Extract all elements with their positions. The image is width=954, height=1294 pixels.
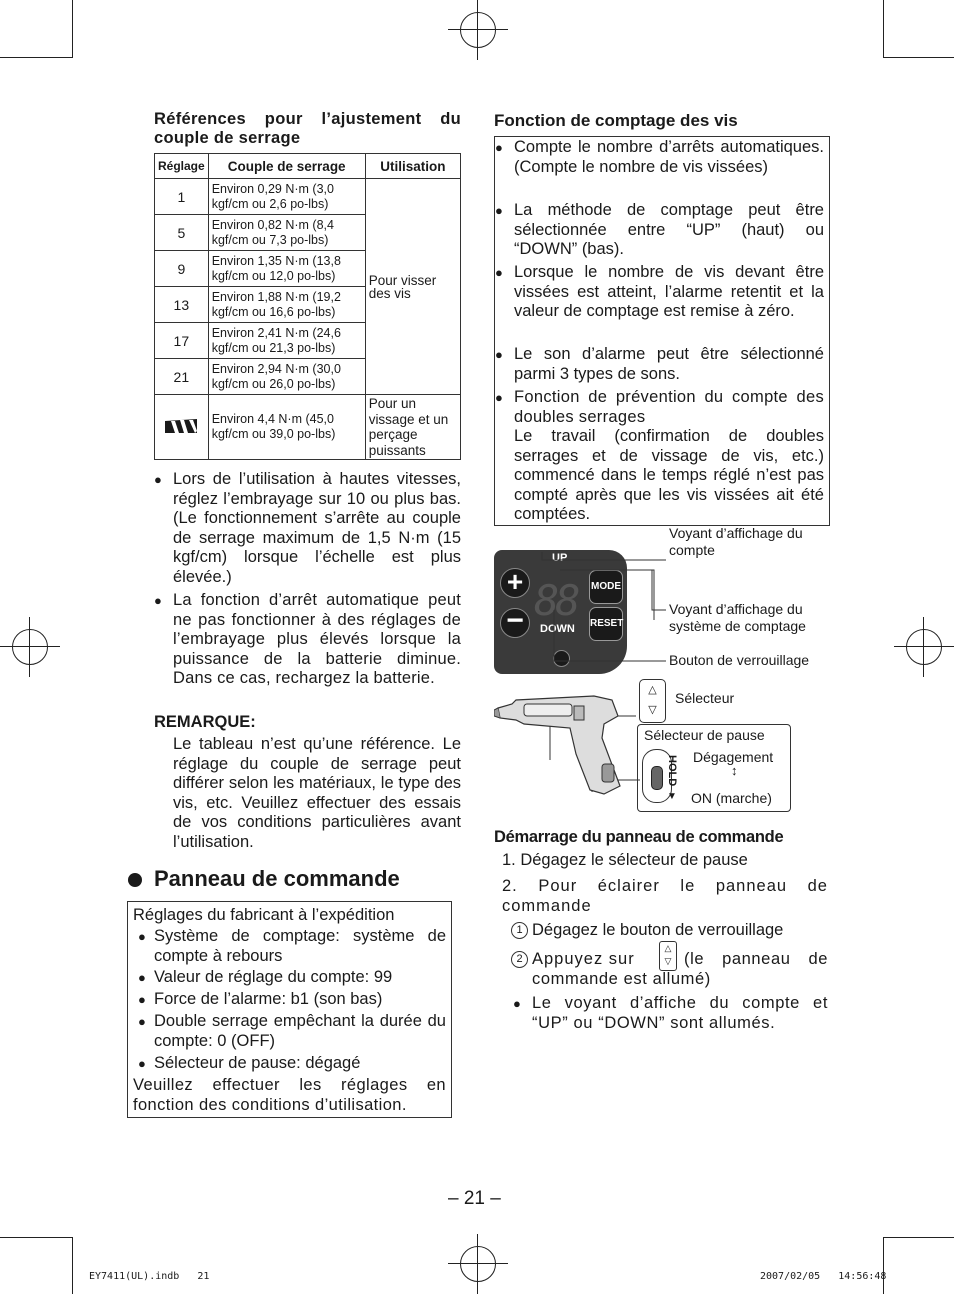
screwdriver-illustration <box>494 690 634 795</box>
label-system: Voyant d’affichage du système de comptage <box>669 601 806 634</box>
remark-text: Le tableau n’est qu’une référence. Le réglage du couple de serrage peut différer selon les matériaux, le type des vis, etc. Veuillez effectuer des essais de vos conditions particulières avant l’utilisation. <box>173 735 461 851</box>
table-header: Utilisation <box>365 154 460 179</box>
table-row: Environ 4,4 N·m (45,0 kgf/cm ou 39,0 po-lbs) Pour un vissage et un perçage puissants <box>155 395 461 460</box>
start-title: Démarrage du panneau de commande <box>494 828 784 846</box>
footer-date: 2007/02/05 14:56:48 <box>760 1271 887 1282</box>
label-pause: Sélecteur de pause <box>644 727 765 743</box>
panel-bullet-icon <box>128 873 142 887</box>
circled-2-icon: 2 <box>511 951 528 968</box>
list-item: ● Le son d’alarme peut être sélectionné parmi 3 types de sons. <box>495 345 824 383</box>
sub-bullet: ● Le voyant d’affiche du compte et “UP” ou “DOWN” sont allumés. <box>513 994 828 1032</box>
label-lock: Bouton de verrouillage <box>669 652 810 668</box>
hold-arrow-icon: ▼ <box>667 791 677 802</box>
selector-down-icon: ▽ <box>648 704 657 716</box>
panel-title: Panneau de commande <box>154 866 400 891</box>
list-item: ● Système de comptage: système de compte à rebours <box>138 927 446 965</box>
table-row: 5 Environ 0,82 N·m (8,4 kgf/cm ou 7,3 po-lbs) <box>155 215 461 251</box>
ref-title: Références pour l’ajustement du couple de serrage <box>154 110 461 147</box>
page-number: – 21 – <box>448 1188 501 1209</box>
table-row: 21 Environ 2,94 N·m (30,0 kgf/cm ou 26,0 po-lbs) <box>155 359 461 395</box>
list-item: ● Fonction de prévention du compte des doubles serrages <box>495 388 824 426</box>
list-item: ● Compte le nombre d’arrêts automatiques. (Compte le nombre de vis vissées) <box>495 138 824 176</box>
circled-1-icon: 1 <box>511 922 528 939</box>
table-header: Couple de serrage <box>208 154 365 179</box>
minus-button[interactable]: − <box>500 608 530 638</box>
factory-title: Réglages du fabricant à l’expédition <box>133 906 395 924</box>
table-row: 1 Environ 0,29 N·m (3,0 kgf/cm ou 2,6 po-lbs) Pour visser des vis <box>155 179 461 215</box>
table-row: 13 Environ 1,88 N·m (19,2 kgf/cm ou 16,6 po-lbs) <box>155 287 461 323</box>
double-arrow-icon: ↕ <box>731 763 738 778</box>
hold-label: HOLD <box>666 755 678 787</box>
list-item: ● Valeur de réglage du compte: 99 <box>138 968 393 986</box>
drill-mode-icon <box>163 417 199 435</box>
sub-step-2b: (le panneau de commande est allumé) <box>532 950 828 988</box>
factory-footer: Veuillez effectuer les réglages en fonction des conditions d’utilisation. <box>133 1076 446 1114</box>
list-item: ● Double serrage empêchant la durée du compte: 0 (OFF) <box>138 1012 446 1050</box>
list-item: ● Sélecteur de pause: dégagé <box>138 1054 361 1072</box>
reset-button[interactable]: RESET <box>589 607 623 641</box>
step-2: 2. Pour éclairer le panneau de commande <box>502 877 828 915</box>
torque-table <box>154 153 461 460</box>
selector-up-icon: △ <box>648 684 657 696</box>
selector-icon: △ ▽ <box>659 941 677 971</box>
label-selector: Sélecteur <box>675 690 735 706</box>
count-extra: Le travail (confirmation de doubles serrages et de vissage de vis, etc.) commencé dans le temps réglé n’est pas compté après que les vis vissées ait été comptées. <box>514 427 824 523</box>
usage-screw: Pour visser des vis <box>365 179 460 395</box>
plus-button[interactable]: + <box>500 568 530 598</box>
table-header: Réglage <box>155 154 209 179</box>
sub-step-2a: Appuyez sur <box>532 950 635 968</box>
up-indicator: UP <box>552 552 568 564</box>
selector-switch[interactable] <box>639 679 666 723</box>
pause-switch-knob <box>651 766 663 790</box>
sub-step-1: Dégagez le bouton de verrouillage <box>532 921 784 939</box>
list-item: ● La méthode de comptage peut être sélectionnée entre “UP” (haut) ou “DOWN” (bas). <box>495 201 824 258</box>
list-item: ● Lorsque le nombre de vis devant être vissées est atteint, l’alarme retentit et la valeur de comptage est remise à zéro. <box>495 263 824 320</box>
step-1: 1. Dégagez le sélecteur de pause <box>502 851 748 869</box>
remark-title: REMARQUE: <box>154 713 256 731</box>
table-row: 9 Environ 1,35 N·m (13,8 kgf/cm ou 12,0 po-lbs) <box>155 251 461 287</box>
count-display: 88 <box>534 576 577 625</box>
label-on: ON (marche) <box>691 790 772 806</box>
mode-button[interactable]: MODE <box>589 570 623 604</box>
count-function-box <box>494 136 830 526</box>
label-counter: Voyant d’affichage du compte <box>669 525 803 558</box>
footer-file: EY7411(UL).indb 21 <box>89 1271 210 1282</box>
table-row: 17 Environ 2,41 N·m (24,6 kgf/cm ou 21,3 po-lbs) <box>155 323 461 359</box>
pause-selector-box <box>637 724 791 812</box>
down-indicator: DOWN <box>540 623 575 635</box>
label-release: Dégagement <box>693 749 774 765</box>
bullet-high-speed: ● Lors de l’utilisation à hautes vitesses, réglez l’embrayage sur 10 ou plus bas. (Le fonctionnement s’arrête au couple de serrage maximum de 1,5 N·m (15 kgf/cm) lorsque l’échelle est plus élevée.) <box>154 470 461 586</box>
count-title: Fonction de comptage des vis <box>494 111 738 130</box>
factory-settings-box <box>127 901 452 1118</box>
bullet-auto-stop: ● La fonction d’arrêt automatique peut ne pas fonctionner à des réglages de l’embrayage plus élevés lorsque la puissance de la batterie diminue. Dans ce cas, rechargez la batterie. <box>154 591 461 687</box>
drill-usage: Pour un vissage et un perçage puissants <box>365 395 460 460</box>
list-item: ● Force de l’alarme: b1 (son bas) <box>138 990 383 1008</box>
